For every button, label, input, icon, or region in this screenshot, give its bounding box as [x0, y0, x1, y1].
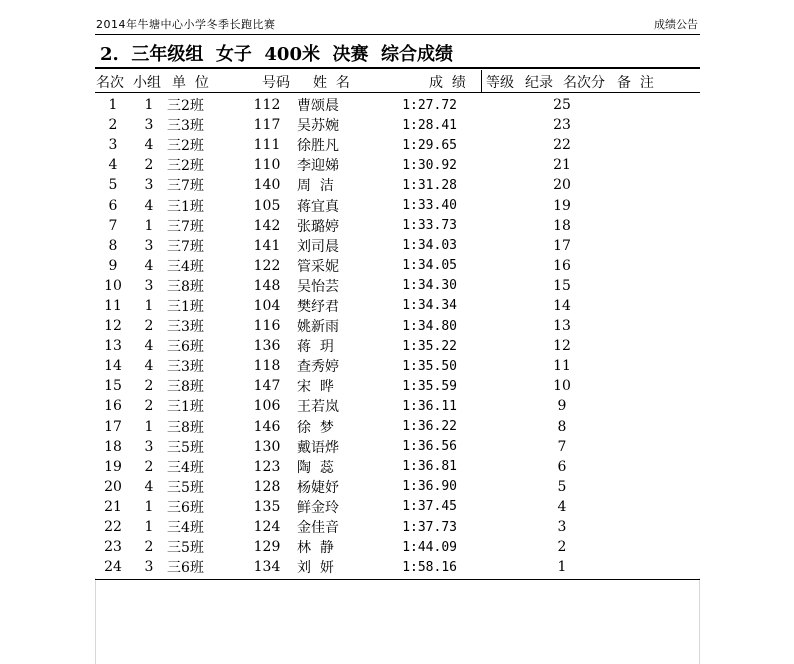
- cell-unit: 三5班: [167, 540, 204, 557]
- cell-points: 11: [553, 358, 571, 375]
- cell-group: 1: [144, 97, 154, 114]
- cell-group: 4: [144, 478, 154, 495]
- column-header-row: [95, 70, 700, 92]
- results-table: [95, 95, 667, 577]
- cell-result: 1:33.40: [402, 198, 457, 214]
- cell-record: [502, 437, 547, 457]
- cell-record: [502, 517, 547, 537]
- cell-points: 19: [553, 197, 571, 214]
- table-row: [95, 276, 667, 296]
- cell-points: 8: [557, 418, 567, 435]
- title-rule: [95, 67, 700, 69]
- cell-record: [502, 155, 547, 175]
- cell-unit: 三1班: [167, 298, 204, 315]
- cell-points: 16: [553, 257, 571, 274]
- cell-unit: 三2班: [167, 98, 204, 115]
- cell-name: 蒋 玥: [297, 339, 334, 356]
- cell-bib: 141: [253, 237, 281, 254]
- cell-grade: [457, 376, 502, 396]
- cell-unit: 三6班: [167, 560, 204, 577]
- cell-note: [577, 477, 667, 497]
- cell-grade: [457, 115, 502, 135]
- col-header-unit: 单 位: [172, 75, 209, 91]
- cell-name: 姚新雨: [297, 319, 339, 336]
- cell-name: 查秀婷: [297, 359, 339, 376]
- cell-unit: 三5班: [167, 439, 204, 456]
- cell-note: [577, 296, 667, 316]
- cell-unit: 三2班: [167, 138, 204, 155]
- cell-grade: [457, 296, 502, 316]
- table-row: [95, 497, 667, 517]
- table-row: [95, 216, 667, 236]
- cell-unit: 三8班: [167, 379, 204, 396]
- cell-rank: 1: [108, 97, 118, 114]
- cell-group: 4: [144, 137, 154, 154]
- cell-result: 1:33.73: [402, 218, 457, 234]
- cell-group: 1: [144, 217, 154, 234]
- cell-points: 18: [553, 217, 571, 234]
- cell-grade: [457, 417, 502, 437]
- col-header-name: 姓 名: [313, 75, 350, 91]
- cell-result: 1:35.59: [402, 378, 457, 394]
- cell-note: [577, 517, 667, 537]
- cell-note: [577, 356, 667, 376]
- cell-grade: [457, 457, 502, 477]
- cell-record: [502, 276, 547, 296]
- table-row: [95, 155, 667, 175]
- cell-name: 曹颂晨: [297, 98, 339, 115]
- cell-points: 12: [553, 338, 571, 355]
- cell-points: 2: [557, 539, 567, 556]
- table-row: [95, 376, 667, 396]
- cell-grade: [457, 336, 502, 356]
- cell-bib: 116: [253, 318, 281, 335]
- cell-rank: 22: [104, 519, 122, 536]
- cell-result: 1:36.11: [402, 398, 457, 414]
- cell-record: [502, 417, 547, 437]
- col-header-result: 成 绩: [429, 75, 466, 91]
- table-row: [95, 236, 667, 256]
- cell-points: 22: [553, 137, 571, 154]
- col-header-bib: 号码: [262, 75, 290, 91]
- cell-bib: 124: [253, 519, 281, 536]
- cell-rank: 24: [104, 559, 122, 576]
- cell-bib: 110: [253, 157, 281, 174]
- cell-bib: 128: [253, 478, 281, 495]
- cell-points: 21: [553, 157, 571, 174]
- cell-record: [502, 195, 547, 215]
- cell-name: 徐 梦: [297, 419, 334, 436]
- cell-bib: 147: [253, 378, 281, 395]
- cell-points: 9: [557, 398, 567, 415]
- col-header-group: 小组: [133, 75, 161, 91]
- page-edge-left: [95, 578, 96, 664]
- cell-record: [502, 537, 547, 557]
- cell-bib: 123: [253, 458, 281, 475]
- cell-unit: 三3班: [167, 319, 204, 336]
- cell-rank: 9: [108, 257, 118, 274]
- table-row: [95, 557, 667, 577]
- table-row: [95, 175, 667, 195]
- cell-bib: 117: [253, 117, 281, 134]
- page-title: 2. 三年级组 女子 400米 决赛 综合成绩: [100, 44, 454, 65]
- cell-group: 2: [144, 398, 154, 415]
- cell-rank: 21: [104, 498, 122, 515]
- cell-record: [502, 236, 547, 256]
- cell-result: 1:35.22: [402, 338, 457, 354]
- cell-result: 1:34.80: [402, 318, 457, 334]
- cell-name: 刘司晨: [297, 238, 339, 255]
- cell-group: 1: [144, 297, 154, 314]
- table-row: [95, 115, 667, 135]
- cell-unit: 三8班: [167, 278, 204, 295]
- cell-rank: 16: [104, 398, 122, 415]
- cell-note: [577, 376, 667, 396]
- cell-points: 14: [553, 297, 571, 314]
- cell-points: 13: [553, 318, 571, 335]
- col-header-grade: 等级: [486, 75, 514, 91]
- cell-bib: 111: [253, 137, 281, 154]
- table-row: [95, 135, 667, 155]
- cell-rank: 10: [104, 277, 122, 294]
- cell-bib: 135: [253, 498, 281, 515]
- cell-rank: 5: [108, 177, 118, 194]
- cell-name: 李迎娣: [297, 158, 339, 175]
- cell-bib: 112: [253, 97, 281, 114]
- cell-name: 樊纾君: [297, 298, 339, 315]
- cell-rank: 6: [108, 197, 118, 214]
- cell-rank: 14: [104, 358, 122, 375]
- table-bottom-rule: [95, 579, 700, 580]
- cell-bib: 142: [253, 217, 281, 234]
- cell-grade: [457, 517, 502, 537]
- cell-name: 鲜金玲: [297, 499, 339, 516]
- cell-bib: 140: [253, 177, 281, 194]
- cell-rank: 17: [104, 418, 122, 435]
- cell-record: [502, 316, 547, 336]
- cell-grade: [457, 396, 502, 416]
- cell-unit: 三5班: [167, 479, 204, 496]
- cell-points: 4: [557, 498, 567, 515]
- cell-name: 张璐婷: [297, 218, 339, 235]
- table-row: [95, 537, 667, 557]
- cell-group: 2: [144, 539, 154, 556]
- cell-record: [502, 135, 547, 155]
- cell-record: [502, 477, 547, 497]
- cell-rank: 18: [104, 438, 122, 455]
- cell-grade: [457, 537, 502, 557]
- cell-note: [577, 497, 667, 517]
- cell-grade: [457, 195, 502, 215]
- cell-group: 3: [144, 559, 154, 576]
- cell-unit: 三2班: [167, 158, 204, 175]
- cell-note: [577, 195, 667, 215]
- table-row: [95, 195, 667, 215]
- col-header-rank: 名次: [96, 75, 124, 91]
- cell-result: 1:37.45: [402, 499, 457, 515]
- cell-name: 周 洁: [297, 178, 334, 195]
- cell-group: 3: [144, 117, 154, 134]
- cell-name: 林 静: [297, 540, 334, 557]
- cell-bib: 148: [253, 277, 281, 294]
- col-header-note: 备 注: [617, 75, 654, 91]
- cell-note: [577, 457, 667, 477]
- cell-group: 4: [144, 197, 154, 214]
- cell-points: 17: [553, 237, 571, 254]
- cell-points: 20: [553, 177, 571, 194]
- table-row: [95, 437, 667, 457]
- cell-name: 吴苏婉: [297, 118, 339, 135]
- cell-result: 1:30.92: [402, 157, 457, 173]
- cell-grade: [457, 175, 502, 195]
- cell-record: [502, 557, 547, 577]
- cell-grade: [457, 477, 502, 497]
- cell-points: 1: [557, 559, 567, 576]
- cell-group: 3: [144, 277, 154, 294]
- cell-points: 15: [553, 277, 571, 294]
- cell-result: 1:58.16: [402, 559, 457, 575]
- cell-name: 戴语烨: [297, 439, 339, 456]
- cell-bib: 146: [253, 418, 281, 435]
- cell-result: 1:34.34: [402, 298, 457, 314]
- table-row: [95, 296, 667, 316]
- cell-group: 4: [144, 358, 154, 375]
- cell-rank: 3: [108, 137, 118, 154]
- cell-result: 1:34.03: [402, 238, 457, 254]
- cell-note: [577, 336, 667, 356]
- cell-points: 23: [553, 117, 571, 134]
- cell-points: 3: [557, 519, 567, 536]
- cell-note: [577, 417, 667, 437]
- cell-result: 1:27.72: [402, 97, 457, 113]
- header-divider: [481, 70, 482, 92]
- cell-note: [577, 396, 667, 416]
- event-title: 2014年牛塘中心小学冬季长跑比赛: [96, 18, 276, 31]
- cell-unit: 三3班: [167, 118, 204, 135]
- cell-rank: 12: [104, 318, 122, 335]
- cell-bib: 129: [253, 539, 281, 556]
- cell-rank: 2: [108, 117, 118, 134]
- cell-result: 1:36.56: [402, 439, 457, 455]
- cell-group: 3: [144, 438, 154, 455]
- table-row: [95, 396, 667, 416]
- cell-group: 3: [144, 177, 154, 194]
- cell-rank: 13: [104, 338, 122, 355]
- table-row: [95, 517, 667, 537]
- table-row: [95, 477, 667, 497]
- results-body: [95, 95, 667, 577]
- cell-points: 5: [557, 478, 567, 495]
- cell-grade: [457, 155, 502, 175]
- cell-bib: 118: [253, 358, 281, 375]
- cell-name: 刘 妍: [297, 560, 334, 577]
- cell-name: 王若岚: [297, 399, 339, 416]
- cell-note: [577, 537, 667, 557]
- cell-note: [577, 557, 667, 577]
- cell-grade: [457, 256, 502, 276]
- cell-unit: 三6班: [167, 499, 204, 516]
- col-header-record: 纪录: [525, 75, 553, 91]
- cell-record: [502, 356, 547, 376]
- cell-bib: 122: [253, 257, 281, 274]
- cell-result: 1:34.30: [402, 278, 457, 294]
- cell-rank: 8: [108, 237, 118, 254]
- cell-grade: [457, 557, 502, 577]
- cell-unit: 三7班: [167, 178, 204, 195]
- cell-rank: 20: [104, 478, 122, 495]
- cell-group: 1: [144, 498, 154, 515]
- cell-note: [577, 256, 667, 276]
- cell-unit: 三1班: [167, 399, 204, 416]
- table-row: [95, 256, 667, 276]
- cell-result: 1:34.05: [402, 258, 457, 274]
- cell-note: [577, 236, 667, 256]
- cell-name: 杨婕妤: [297, 479, 339, 496]
- cell-unit: 三4班: [167, 459, 204, 476]
- cell-grade: [457, 236, 502, 256]
- table-row: [95, 417, 667, 437]
- cell-points: 6: [557, 458, 567, 475]
- cell-name: 吴怡芸: [297, 278, 339, 295]
- cell-grade: [457, 497, 502, 517]
- cell-rank: 15: [104, 378, 122, 395]
- cell-result: 1:28.41: [402, 117, 457, 133]
- cell-grade: [457, 135, 502, 155]
- cell-group: 1: [144, 418, 154, 435]
- cell-unit: 三4班: [167, 520, 204, 537]
- cell-bib: 136: [253, 338, 281, 355]
- page-edge-right: [699, 578, 700, 664]
- cell-grade: [457, 316, 502, 336]
- cell-bib: 134: [253, 559, 281, 576]
- cell-group: 4: [144, 257, 154, 274]
- cell-unit: 三4班: [167, 258, 204, 275]
- cell-record: [502, 376, 547, 396]
- cell-unit: 三7班: [167, 238, 204, 255]
- cell-record: [502, 336, 547, 356]
- cell-note: [577, 216, 667, 236]
- cell-group: 2: [144, 157, 154, 174]
- cell-grade: [457, 95, 502, 115]
- cell-name: 徐胜凡: [297, 138, 339, 155]
- col-header-points: 名次分: [563, 75, 605, 91]
- table-row: [95, 95, 667, 115]
- cell-rank: 11: [104, 297, 122, 314]
- cell-bib: 105: [253, 197, 281, 214]
- cell-name: 陶 蕊: [297, 459, 334, 476]
- cell-note: [577, 437, 667, 457]
- cell-grade: [457, 356, 502, 376]
- cell-note: [577, 175, 667, 195]
- cell-record: [502, 216, 547, 236]
- cell-name: 蒋宜真: [297, 198, 339, 215]
- cell-unit: 三6班: [167, 339, 204, 356]
- cell-group: 4: [144, 338, 154, 355]
- cell-unit: 三1班: [167, 198, 204, 215]
- header-rule: [95, 34, 700, 35]
- cell-note: [577, 135, 667, 155]
- doc-type-label: 成绩公告: [654, 18, 698, 31]
- cell-bib: 130: [253, 438, 281, 455]
- cell-name: 金佳音: [297, 520, 339, 537]
- table-row: [95, 336, 667, 356]
- cell-record: [502, 497, 547, 517]
- cell-record: [502, 175, 547, 195]
- cell-record: [502, 296, 547, 316]
- cell-record: [502, 457, 547, 477]
- cell-note: [577, 316, 667, 336]
- cell-note: [577, 95, 667, 115]
- cell-rank: 19: [104, 458, 122, 475]
- cell-group: 2: [144, 318, 154, 335]
- cell-record: [502, 115, 547, 135]
- cell-bib: 106: [253, 398, 281, 415]
- cell-record: [502, 95, 547, 115]
- cell-group: 3: [144, 237, 154, 254]
- cell-record: [502, 256, 547, 276]
- table-row: [95, 457, 667, 477]
- cell-unit: 三3班: [167, 359, 204, 376]
- cell-rank: 7: [108, 217, 118, 234]
- cell-points: 10: [553, 378, 571, 395]
- cell-result: 1:29.65: [402, 137, 457, 153]
- cell-name: 管采妮: [297, 258, 339, 275]
- cell-unit: 三7班: [167, 218, 204, 235]
- cell-group: 2: [144, 378, 154, 395]
- cell-result: 1:31.28: [402, 177, 457, 193]
- cell-grade: [457, 216, 502, 236]
- cell-grade: [457, 276, 502, 296]
- cell-result: 1:36.22: [402, 419, 457, 435]
- table-row: [95, 316, 667, 336]
- cell-note: [577, 115, 667, 135]
- cell-note: [577, 276, 667, 296]
- cell-result: 1:36.81: [402, 459, 457, 475]
- cell-rank: 4: [108, 157, 118, 174]
- cell-group: 1: [144, 519, 154, 536]
- cell-result: 1:37.73: [402, 519, 457, 535]
- cell-points: 25: [553, 97, 571, 114]
- cell-result: 1:44.09: [402, 539, 457, 555]
- cell-result: 1:35.50: [402, 358, 457, 374]
- cell-result: 1:36.90: [402, 479, 457, 495]
- cell-note: [577, 155, 667, 175]
- cell-unit: 三8班: [167, 419, 204, 436]
- cell-points: 7: [557, 438, 567, 455]
- cell-group: 2: [144, 458, 154, 475]
- table-row: [95, 356, 667, 376]
- cell-bib: 104: [253, 297, 281, 314]
- cell-name: 宋 晔: [297, 379, 334, 396]
- cell-rank: 23: [104, 539, 122, 556]
- column-header-rule: [95, 92, 700, 93]
- cell-grade: [457, 437, 502, 457]
- cell-record: [502, 396, 547, 416]
